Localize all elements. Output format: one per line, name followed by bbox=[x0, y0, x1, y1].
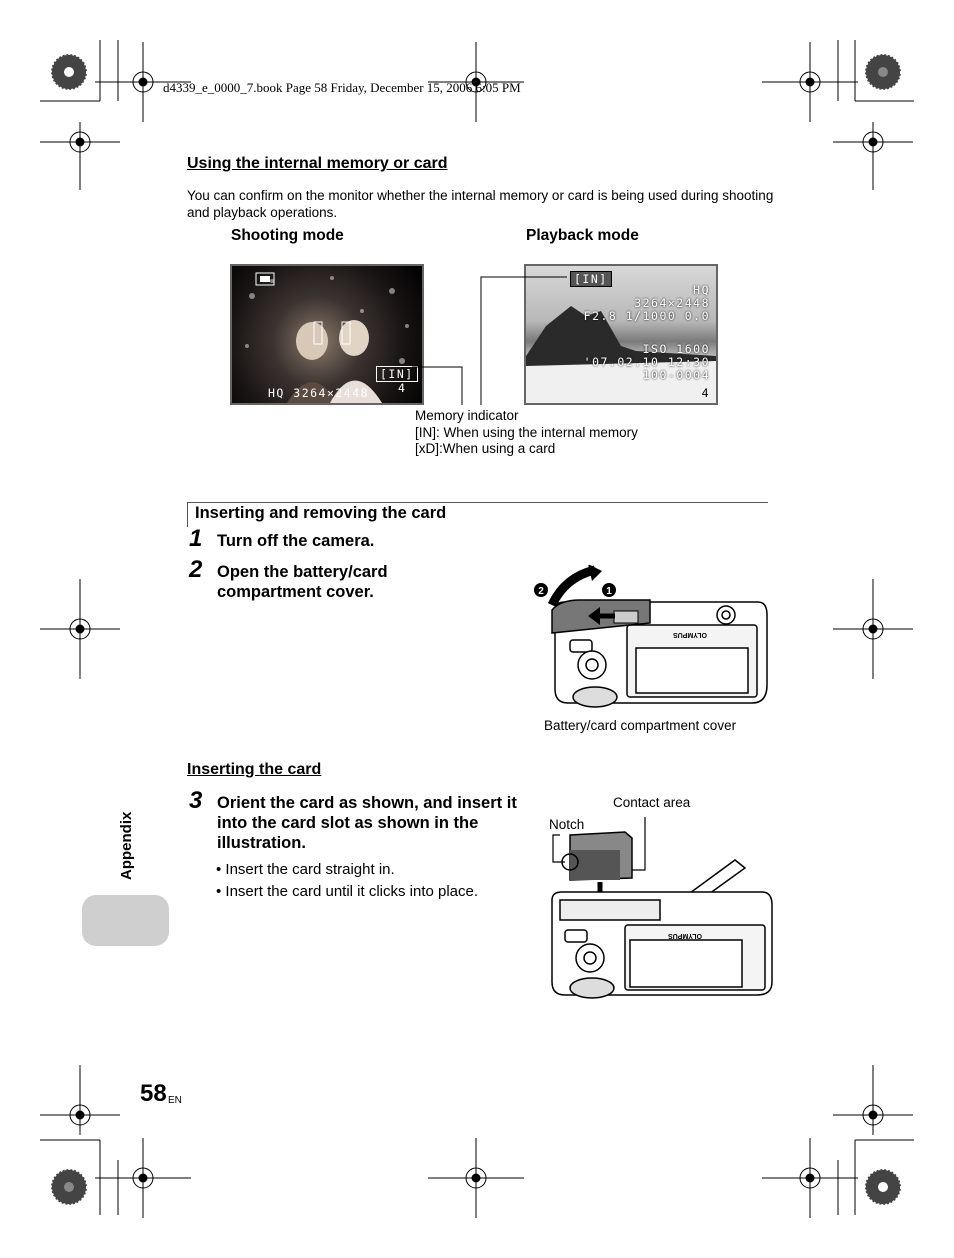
playback-mode-label: Playback mode bbox=[526, 227, 639, 244]
sidebar-label: Appendix bbox=[118, 811, 135, 880]
annotation-line: [xD]:When using a card bbox=[415, 441, 556, 456]
memory-annotation bbox=[415, 408, 638, 458]
section-title-memory: Using the internal memory or card bbox=[187, 155, 448, 172]
brand-label: OLYMPUS bbox=[668, 932, 702, 939]
playback-info-line: 100-0004 bbox=[642, 368, 710, 382]
cover-caption: Battery/card compartment cover bbox=[544, 718, 737, 733]
section-title-insert: Inserting and removing the card bbox=[195, 504, 447, 522]
playback-info-line: 3264×2448 bbox=[634, 296, 710, 310]
bullet-item: • Insert the card straight in. bbox=[216, 861, 395, 878]
step-text: Open the battery/card compartment cover. bbox=[217, 563, 388, 601]
camera-illustration-card bbox=[540, 810, 775, 1000]
page-number: 58 bbox=[140, 1080, 167, 1107]
bullet-text: Insert the card straight in. bbox=[225, 861, 395, 878]
step-number: 3 bbox=[189, 787, 203, 814]
memory-intro: You can confirm on the monitor whether the internal memory or card is being used during shooting and playback operations. bbox=[187, 188, 774, 220]
annotation-line: Memory indicator bbox=[415, 408, 519, 423]
shooting-memory-indicator: [IN] bbox=[376, 366, 418, 382]
callout-badge bbox=[534, 583, 616, 597]
playback-info-line: HQ bbox=[693, 283, 710, 297]
shooting-quality: HQ 3264×2448 bbox=[268, 386, 370, 400]
appendix-tab bbox=[82, 895, 169, 946]
shooting-mode-label: Shooting mode bbox=[231, 227, 344, 244]
camera-illustration-cover bbox=[530, 565, 770, 715]
book-header: d4339_e_0000_7.book Page 58 Friday, December 15, 2006 6:05 PM bbox=[163, 80, 521, 95]
section-title-card: Inserting the card bbox=[187, 761, 322, 778]
callout-2: 2 bbox=[538, 586, 544, 597]
contact-area-label: Contact area bbox=[613, 795, 691, 810]
playback-memory-indicator: [IN] bbox=[570, 271, 612, 287]
step-text: Orient the card as shown, and insert it into the card slot as shown in the illustration. bbox=[217, 794, 517, 852]
playback-count: 4 bbox=[701, 386, 710, 400]
step-text: Turn off the camera. bbox=[217, 532, 375, 550]
shooting-count: 4 bbox=[398, 381, 407, 395]
bullet-text: Insert the card until it clicks into place. bbox=[225, 883, 479, 900]
step-number: 1 bbox=[189, 525, 203, 552]
brand-label: OLYMPUS bbox=[673, 631, 707, 638]
playback-info-line: ISO 1600 bbox=[642, 342, 710, 356]
page-lang: EN bbox=[168, 1095, 182, 1106]
playback-info-line: '07.02.10 12:30 bbox=[583, 355, 710, 369]
bullet-item: • Insert the card until it clicks into place. bbox=[216, 883, 479, 900]
playback-info-line: F2.8 1/1000 0.0 bbox=[583, 309, 710, 323]
notch-label: Notch bbox=[549, 817, 585, 832]
callout-1: 1 bbox=[606, 586, 612, 597]
step-number: 2 bbox=[189, 556, 203, 583]
annotation-line: [IN]: When using the internal memory bbox=[415, 424, 638, 440]
